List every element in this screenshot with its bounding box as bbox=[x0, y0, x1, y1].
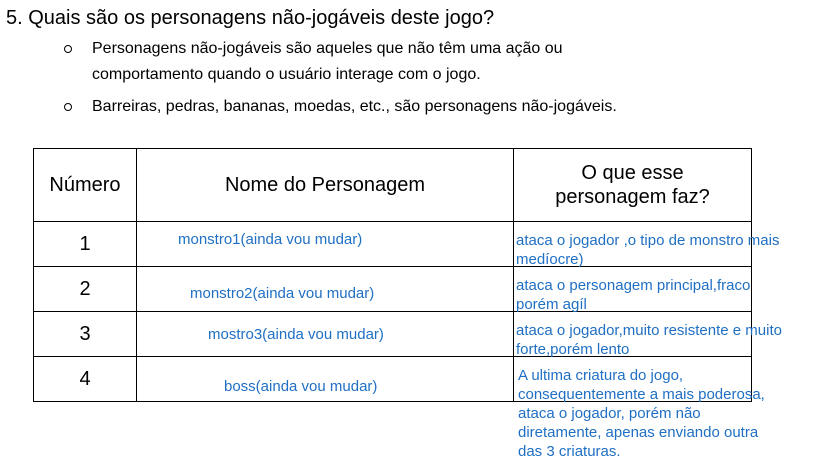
row-4-desc-line-4: diretamente, apenas enviando outra bbox=[518, 424, 759, 441]
row-number: 3 bbox=[34, 312, 137, 357]
question-title: 5. Quais são os personagens não-jogáveis deste jogo? bbox=[6, 7, 495, 29]
header-what-it-does-line-1: O que esse bbox=[581, 162, 684, 184]
row-number: 4 bbox=[34, 357, 137, 402]
row-2-desc-line-1: ataca o personagem principal,fraco bbox=[516, 277, 751, 294]
row-4-name: boss(ainda vou mudar) bbox=[224, 378, 378, 395]
row-4-desc-line-2: consequentemente a mais poderosa, bbox=[518, 386, 765, 403]
bullet-text-line-2: comportamento quando o usuário interage com o jogo. bbox=[92, 66, 481, 83]
header-what-it-does-line-2: personagem faz? bbox=[555, 186, 710, 208]
row-4-desc-line-3: ataca o jogador, porém não bbox=[518, 405, 701, 422]
row-number: 2 bbox=[34, 267, 137, 312]
row-2-desc-line-2: porém agíl bbox=[516, 296, 587, 313]
bullet-text-line-1: Personagens não-jogáveis são aqueles que não têm uma ação ou bbox=[92, 40, 563, 57]
header-what-it-does bbox=[514, 149, 752, 222]
row-3-name: mostro3(ainda vou mudar) bbox=[208, 326, 384, 343]
header-number: Número bbox=[34, 149, 137, 222]
row-4-desc-line-5: das 3 criaturas. bbox=[518, 443, 621, 460]
row-number: 1 bbox=[34, 222, 137, 267]
row-1-desc-line-2: medíocre) bbox=[516, 251, 584, 268]
bullet-text-line-3: Barreiras, pedras, bananas, moedas, etc., são personagens não-jogáveis. bbox=[92, 98, 617, 115]
row-2-name: monstro2(ainda vou mudar) bbox=[190, 285, 375, 302]
row-4-desc-line-1: A ultima criatura do jogo, bbox=[518, 367, 684, 384]
table-header-row bbox=[34, 149, 752, 222]
npc-table bbox=[33, 148, 752, 402]
header-character-name: Nome do Personagem bbox=[137, 149, 514, 222]
bullet-circle-icon bbox=[64, 103, 72, 111]
bullet-circle-icon bbox=[64, 45, 72, 53]
row-1-name: monstro1(ainda vou mudar) bbox=[178, 231, 363, 248]
row-3-desc-line-2: forte,porém lento bbox=[516, 341, 630, 358]
row-1-desc-line-1: ataca o jogador ,o tipo de monstro mais bbox=[516, 232, 780, 249]
row-3-desc-line-1: ataca o jogador,muito resistente e muito bbox=[516, 322, 782, 339]
